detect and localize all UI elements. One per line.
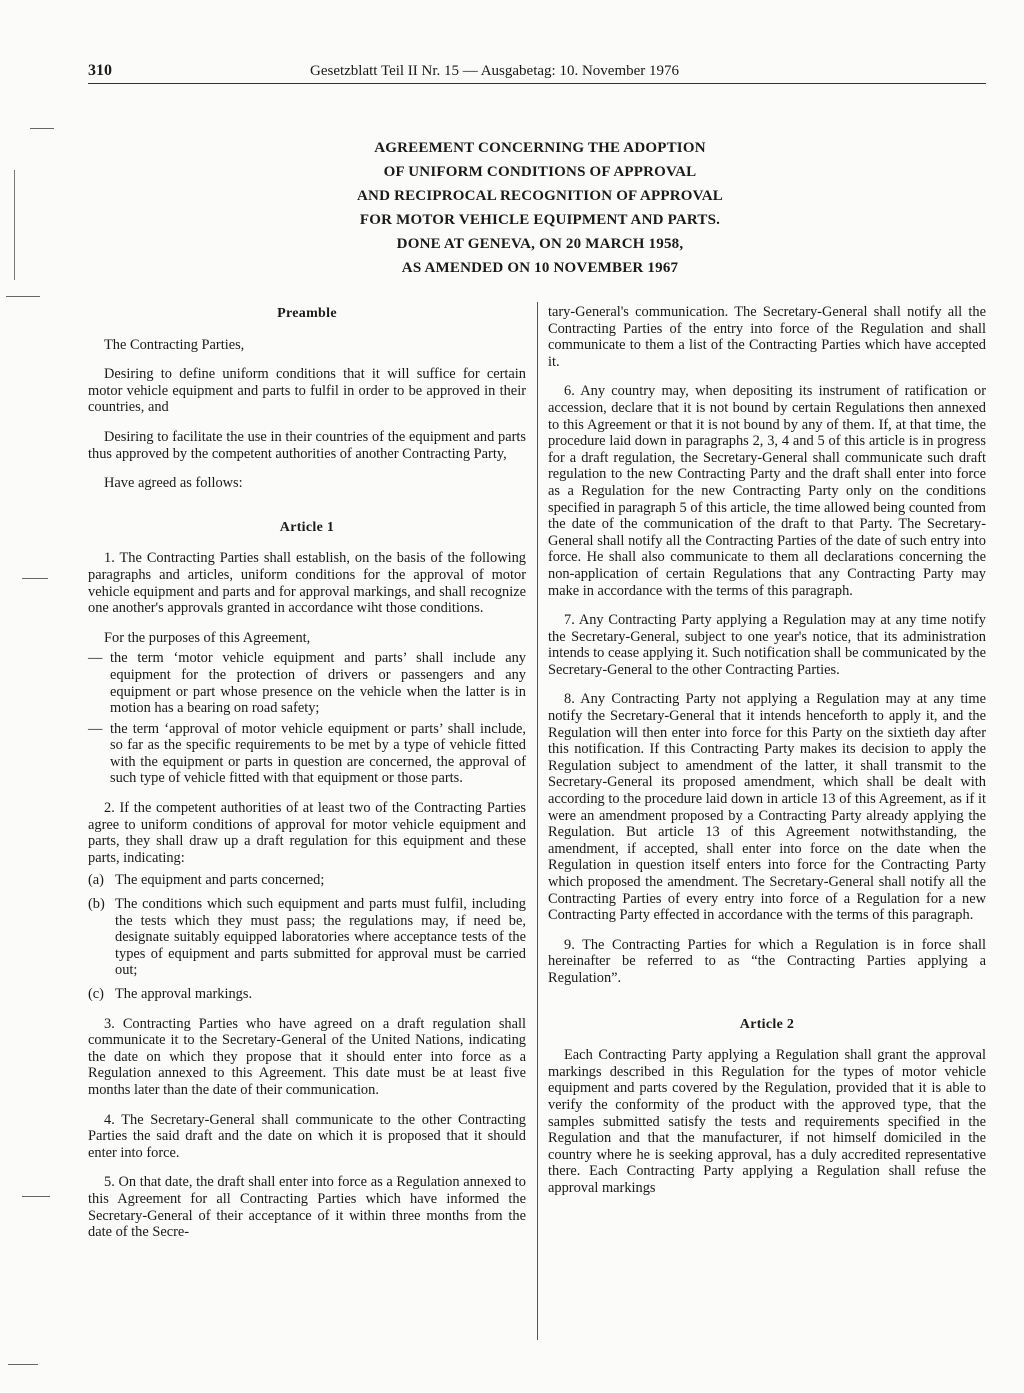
list-item-text: The conditions which such equipment and parts must fulfil, including the tests which they must pass; the regulations may, if need be, designate suitably equipped laboratories where acceptance tests of the types of equipment and parts submitted for approval must be carried out; <box>115 896 526 979</box>
definition-item <box>88 650 526 716</box>
list-item <box>88 896 526 979</box>
article-1-paragraph-1: 1. The Contracting Parties shall establish, on the basis of the following paragraphs and articles, uniform conditions for the approval of motor vehicle equipment and parts and for approval markings, and shall recognize one another's approvals granted in accordance wiht those conditions. <box>88 550 526 617</box>
article-2-heading: Article 2 <box>739 1016 795 1032</box>
list-marker: (c) <box>88 986 104 1002</box>
margin-scan-mark <box>6 296 40 297</box>
page-header <box>88 62 986 84</box>
margin-scan-mark <box>8 1364 38 1365</box>
title-line: OF UNIFORM CONDITIONS OF APPROVAL <box>383 164 697 180</box>
preamble-paragraph: The Contracting Parties, <box>104 336 245 353</box>
preamble-paragraph: Have agreed as follows: <box>104 475 243 492</box>
margin-scan-mark <box>14 170 15 280</box>
title-line: AS AMENDED ON 10 NOVEMBER 1967 <box>401 260 679 276</box>
column-divider <box>537 302 538 1340</box>
list-marker: (a) <box>88 872 104 889</box>
article-1-paragraph-3: 3. Contracting Parties who have agreed on a draft regulation shall communicate it to the Secretary-General of the United Nations, indicating the date on which they propose that it should enter into force as a Regulation annexed to this Agreement. This date must be at least five months later than the date of their communication. <box>88 1015 526 1098</box>
preamble-paragraph: Desiring to facilitate the use in their countries of the equipment and parts thus approved by the competent authorities of another Contracting Party, <box>88 428 526 462</box>
preamble-heading: Preamble <box>277 306 337 321</box>
list-item-text: The approval markings. <box>115 986 253 1002</box>
dash-marker: — <box>88 720 103 737</box>
title-line: AND RECIPROCAL RECOGNITION OF APPROVAL <box>357 188 723 204</box>
article-1-paragraph-2: 2. If the competent authorities of at least two of the Contracting Parties agree to uniform conditions of approval for motor vehicle equipment and parts, they shall draw up a draft regulation for this equipment and these parts, indicating: <box>88 800 526 866</box>
article-1-paragraph: For the purposes of this Agreement, <box>104 629 311 646</box>
left-column <box>88 306 526 1254</box>
list-marker: (b) <box>88 896 105 913</box>
list-item-text: The equipment and parts concerned; <box>115 872 325 889</box>
article-1-paragraph-6: 6. Any country may, when depositing its instrument of ratification or accession, declare that it is not bound by certain Regulations then annexed to this Agreement or that it is not bound by any of them. If, at that time, the procedure laid down in paragraphs 2, 3, 4 and 5 of this article is in progress for a draft regulation, the Secretary-General shall communicate such draft regulation to the new Contracting Party and the draft shall enter into force as a Regulation for the new Contracting Party only on the conditions specified in paragraph 5 of this article, the time allowed being counted from the date of the communication of the draft to that Party. The Secretary-General shall notify all the Contracting Parties of the date of such entry into force. He shall also communicate to them all declarations concerning the non-application of certain Regulations that any Contracting Party may make in accordance with the terms of this paragraph. <box>548 383 986 599</box>
title-line: AGREEMENT CONCERNING THE ADOPTION <box>374 140 706 156</box>
article-1-paragraph-8: 8. Any Contracting Party not applying a Regulation may at any time notify the Secretary-General that it intends henceforth to apply it, and the Regulation will then enter into force for this Party on the sixtieth day after this notification. If this Contracting Party makes its decision to apply the Regulation subject to amendment of the latter, it shall transmit to the Secretary-General its proposed amendment, which shall be dealt with according to the procedure laid down in article 13 of this Agreement, as if it were an amendment proposed by a Contracting Party already applying the Regulation. But article 13 of this Agreement notwithstanding, the amendment, if accepted, shall enter into force on the date when the Regulation in question itself enters into force for the Contracting Party which proposed the amendment. The Secretary-General shall notify all the Contracting Parties of every entry into force of a Regulation for a new Contracting Party effected in accordance with the terms of this paragraph. <box>548 691 986 924</box>
paragraph-5-continued: tary-General's communication. The Secretary-General shall notify all the Contracting Parties of the entry into force of the Regulation and shall communicate to them a list of the Contracting Parties which have accepted it. <box>548 304 986 370</box>
preamble-paragraph: Desiring to define uniform conditions that it will suffice for certain motor vehicle equipment and parts to fulfil in order to be approved in their countries, and <box>88 366 526 416</box>
margin-scan-mark <box>22 1196 50 1197</box>
article-1-paragraph-7: 7. Any Contracting Party applying a Regulation may at any time notify the Secretary-General, subject to one year's notice, that its administration intends to cease applying it. Such notification shall be communicated by the Secretary-General to the other Contracting Parties. <box>548 612 987 678</box>
title-line: DONE AT GENEVA, ON 20 MARCH 1958, <box>396 236 684 252</box>
definition-text: the term ‘approval of motor vehicle equipment or parts’ shall include, so far as the specific requirements to be met by a type of vehicle fitted with the equipment or parts in question are concerned, the approval of such type of vehicle fitted with that equipment or those parts. <box>110 720 526 787</box>
margin-scan-mark <box>30 128 54 129</box>
definition-item <box>88 721 526 787</box>
article-2-paragraph-1: Each Contracting Party applying a Regulation shall grant the approval markings described in this Regulation for the types of motor vehicle equipment and parts covered by the Regulation, provided that it is able to verify the conformity of the product with the approved type, that the samples submitted satisfy the tests and requirements specified in the Regulation and that the manufacturer, if not himself domiciled in the country where he is seeking approval, has a duly accredited representative there. Each Contracting Party applying a Regulation shall refuse the approval markings <box>548 1047 986 1196</box>
page-number: 310 <box>88 62 112 79</box>
article-1-paragraph-4: 4. The Secretary-General shall communicate to the other Contracting Parties the said draft and the date on which it is proposed that it should enter into force. <box>88 1111 526 1161</box>
article-1-paragraph-9: 9. The Contracting Parties for which a Regulation is in force shall hereinafter be referred to as “the Contracting Parties applying a Regulation”. <box>548 936 986 986</box>
dash-marker: — <box>88 650 103 667</box>
running-title: Gesetzblatt Teil II Nr. 15 — Ausgabetag: 10. November 1976 <box>310 63 680 79</box>
margin-scan-mark <box>22 578 48 579</box>
definition-text: the term ‘motor vehicle equipment and parts’ shall include any equipment for the protection of drivers or passengers and any equipment or part whose presence on the vehicle when the latter is in motion has a bearing on road safety; <box>110 650 526 717</box>
document-title <box>300 136 780 280</box>
list-item <box>88 872 526 889</box>
article-1-heading: Article 1 <box>279 519 335 535</box>
title-line: FOR MOTOR VEHICLE EQUIPMENT AND PARTS. <box>359 212 721 228</box>
list-item <box>88 986 526 1003</box>
article-1-paragraph-5: 5. On that date, the draft shall enter into force as a Regulation annexed to this Agreement for all Contracting Parties which have informed the Secretary-General of their acceptance of it within three months from the date of the Secre- <box>88 1174 526 1241</box>
right-column <box>548 304 986 1210</box>
